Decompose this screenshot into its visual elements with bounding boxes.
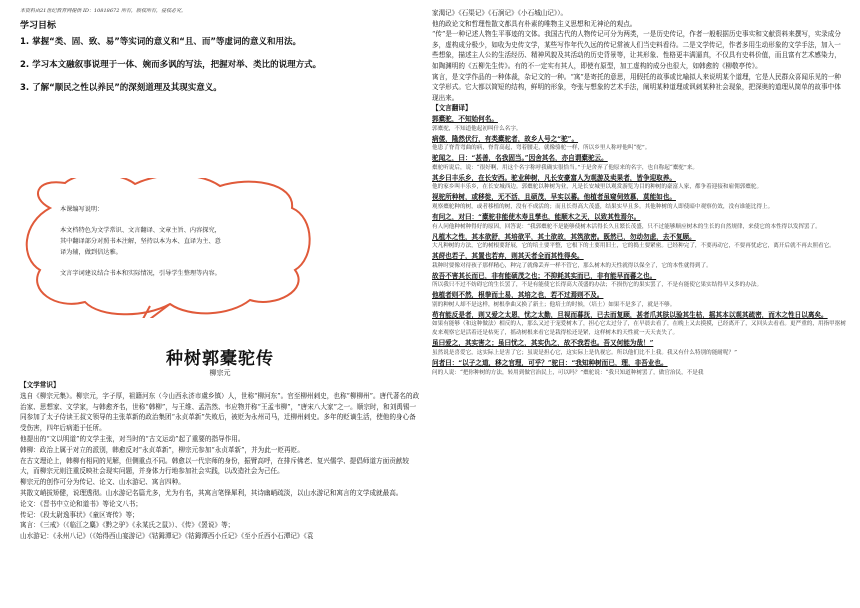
paragraph: 韩柳：政治上属于对立的派别，韩愈反对“永贞革新”，柳宗元参加“永贞革新”，并为此一贬再贬。	[20, 445, 304, 454]
goal-1: 1. 掌握“类、固、致、易”等实词的意义和“且、而”等虚词的意义和用法。	[20, 37, 301, 47]
note-line: 其中翻译部分对照书本注解，坚持以本为本、直译为主、意	[60, 238, 221, 245]
translation-text: 郭橐驼，不知道他起初叫什么名字。	[432, 125, 522, 132]
translation-text: 橐驼听说后，说：“很好啊，用这个名字称呼我确实很恰当。”于是舍弃了他原来的名字，也自称起“橐驼”来。	[432, 164, 698, 171]
translation-text: 栽种时要像对待孩子那样精心，种完了就像丢弃一样不管它，那么树木的天性就得以保全了，它的本性就得到了。	[432, 262, 712, 269]
translation-text: 虽然说是喜爱它，这实际上是害了它；虽说是担心它，这实际上是仇视它。所以他们比不上我。我又有什么特别的能耐呢？”	[432, 350, 737, 357]
goal-2: 2. 学习本文融叙事说理于一体、婉而多讽的写法，把握对举、类比的说理方式。	[20, 60, 322, 70]
paragraph: 寓言：《三戒》（《临江之麋》《黔之驴》《永某氏之鼠》）、《传》《罴说》等；	[20, 521, 235, 530]
original-text: 有问之，对曰：“橐驼非能使木寿且孳也，能顺木之天，以致其性焉尔。	[432, 212, 641, 221]
translation-text: 有人问他种树种得好的原因，回答说：“我郭橐驼不是能够使树木活得长久且繁长茂盛，只不过能够顺应树木的生长的自然规律，来使它的本性得以发挥罢了。	[432, 223, 821, 230]
original-text: 他植者则不然，根拳而土易，其培之也，若不过焉则不及。	[432, 291, 604, 300]
original-text: 苟有能反是者，则又爱之太恩，忧之太勤，旦视而暮抚，已去而复顾，甚者爪其肤以验其生枯，摇其本以观其疏密，而木之性日以离矣。	[432, 310, 828, 319]
original-text: 郭橐驼，不知始何名。	[432, 114, 498, 123]
paragraph: 其散文峭拔矫健，说理透彻。山水游记名篇尤多，尤为有名，其寓言笔锋犀利，其诗幽峭疏淡，以山水游记和寓言的文学成就最高。	[20, 488, 403, 497]
right-column	[432, 8, 847, 604]
paragraph: 论文：《晋书中立论和道书》等论文八书；	[20, 499, 142, 508]
translation-text: 他的家乡叫丰乐乡，在长安城西边。郭橐驼以种树为业，凡是长安城里以观赏游览为目的种树的豪富人家，都争着迎接和雇佣郭橐驼。	[432, 184, 763, 191]
translation-text: 所以我只不过不妨碍它的生长罢了，不是有能使它长得高大茂盛的办法；不损伤它的果实罢了，不是有能使它果实结得早又多的办法。	[432, 282, 763, 289]
paragraph: “传”是一种记述人物生平事迹的文体。我国古代的人物传记可分为两类，一是历史传记，作者一般根据历史事实和文献资料来撰写，实录成分多，虚构成分极少，如收为史传文学，某些写作年代久远的传记常被人们当史料看待。二是文学传记，作者多用生动形象的文学手法，加入一些想象，描述主人公的生活经历、精神风貌及其活动的历史背景等，让其形象、性格更丰满逼真，不仅具有史料价值，而且富有艺术感染力，如陶渊明的《五柳先生传》。有的不一定实有其人，即使有原型，加工虚构的成分也很大，如韩愈的《柳敬亭传》。	[432, 30, 841, 70]
left-column	[20, 8, 420, 604]
note-box	[60, 204, 280, 279]
paragraph: 他的政论文和哲理性散文都具有朴素的唯物主义思想和无神论的观点。	[432, 19, 637, 28]
note-line: 译为辅，做到信达雅。	[60, 249, 122, 256]
translation-text: 观察橐驼种的树，或者移植的树，没有不成活的；而且长得高大茂盛，结果实早且多。其他种树的人即使暗中观察仿效，没有谁能比得上。	[432, 203, 774, 210]
goal-3: 3. 了解“顺民之性以养民”的深刻道理及其现实意义。	[20, 83, 222, 93]
paragraph: 家渴记》《石渠记》《石涧记》《小石城山记》）。	[432, 9, 568, 17]
goals-title: 学习目标	[20, 21, 57, 31]
paragraph: 选自《柳宗元集》。柳宗元，字子厚，祖籍河东（今山西永济市虞乡镇）人，世称“柳河东”。官至柳州刺史，也称“柳柳州”。唐代著名的政治家、思想家、文学家，与韩愈齐名，世称“韩柳”，与王维、孟浩然、韦应物并称“王孟韦柳”，“唐宋八大家”之一。顺宗时，和刘禹锡一同参加了太子侍读王叔文领导的主张革新的政治集团“永贞革新”失败后，被贬为永州司马，迁柳州刺史。多年的贬谪生活，使他的身心备受伤害，四年后病逝于任所。	[20, 391, 420, 433]
paragraph: 传记：《段太尉逸事状》《童区寄传》等；	[20, 510, 139, 519]
section-heading: 【文言翻译】	[432, 104, 472, 113]
translation-text: 大凡种树的方法，它的树根要舒展，它的培土要平整，它根下的土要用旧土，它的捣土要紧密。已经种完了，不要再动它，不要再忧虑它，离开后就不再去照看它。	[432, 243, 835, 250]
original-text: 虽曰爱之，其实害之；虽曰忧之，其实仇之，故不我若也。吾又何能为哉！”	[432, 339, 654, 348]
page-header: 本资料由21世纪教育网提供 ID：10818672 所有，版权所有，侵权必究。	[20, 8, 186, 14]
paragraph: 他提出的“文以明道”的文学主张，对当时的“古文运动”起了重要的指导作用。	[20, 434, 245, 443]
original-text: 视驼所种树，或移徙，无不活，且硕茂，早实以蕃。他植者虽窥伺效慕，莫能如也。	[432, 193, 676, 202]
section-heading: 【文学常识】	[20, 381, 60, 389]
translation-text: 问的人说：“把你种树的方法，转用到做官治民上，可以吗？”橐驼说：“我只知道种树罢了，做官治民，不是我	[432, 369, 704, 376]
paragraph: 山水游记：《永州八记》（《始得西山宴游记》《钴鉧潭记》《钴鉧潭西小丘记》《至小丘西小石潭记》《袁	[20, 532, 314, 541]
original-text: 问者曰：“以子之道，移之官理，可乎？”驼曰：“我知种树而已，理，非吾业也。	[432, 359, 668, 368]
note-line: 文言字词建议结合书本和实际情况，引导学生整理等内容。	[60, 270, 221, 277]
paragraph: 寓言，是文学作品的一种体裁，杂记文的一种。“寓”是寄托的意思，用假托的故事或比喻拟人来说明某个道理，它是人民群众喜闻乐见的一种文学形式。它大都以简短的结构，鲜明的形象，夸张与想象的艺术手法，阐明某种道理或讽刺某种社会现象，把深奥的道理从简单的故事中体现出来。	[432, 72, 841, 102]
note-heading: 本课编写说明：	[60, 206, 104, 213]
original-text: 其莳也若子，其置也若弃，则其天者全而其性得矣。	[432, 252, 584, 261]
translation-text: 如果有能够（和这种做法）相反的人，那么又过于宠爱树木了，担心它太过分了，在早晨去看了，在晚上又去摸摸，已经离开了，又回头去看看。更严重的，用指甲抠树皮来观察它是活着还是枯死了，摇动树根来看它是栽得松还是紧，这样树木的天性就一天天丧失了。	[432, 321, 846, 337]
original-text: 驼闻之，曰：“甚善，名我固当。”因舍其名，亦自谓橐驼云。	[432, 154, 608, 163]
paragraph: 柳宗元的创作可分为传记、论文、山水游记、寓言四种。	[20, 478, 185, 487]
original-text: 故吾不害其长而已，非有能硕茂之也；不抑耗其实而已，非有能早而蕃之也。	[432, 271, 657, 280]
note-line: 本文档特色为文学常识、文言翻译、文章主旨、内容探究，	[60, 227, 221, 234]
translation-text: 他患了脊背弯曲的病，脊背高起，弯着腰走，就像骆驼一样，所以乡里人称呼他叫“驼”。	[432, 145, 651, 152]
original-text: 其乡曰丰乐乡，在长安西。驼业种树，凡长安豪富人为观游及卖果者，皆争迎取养。	[432, 173, 676, 182]
paragraph: 在古文理论上，韩柳有相同的见解，但侧重点不同。韩愈以一代宗师的身份，振臂高呼，在排斥佛老、复兴儒学、提倡师道方面贡献较大，而柳宗元则注重反映社会现实问题，并身体力行地参加社会实践，以改造社会为己任。	[20, 456, 410, 476]
article-title: 种树郭橐驼传	[166, 349, 274, 369]
translation-text: 别的种树人却不是这样，树根拳曲又换了新土；他培土的时候，（培土）如果不是多了，就是不够。	[432, 301, 676, 308]
article-author: 柳宗元	[209, 369, 231, 377]
right-body-text	[432, 8, 847, 378]
original-text: 凡植木之性，其本欲舒，其培欲平，其土欲故，其筑欲密。既然已，勿动勿虑，去不复顾。	[432, 232, 696, 241]
left-body-text	[20, 380, 420, 542]
original-text: 病偻，隆然伏行，有类橐驼者，故乡人号之“驼”。	[432, 134, 579, 143]
